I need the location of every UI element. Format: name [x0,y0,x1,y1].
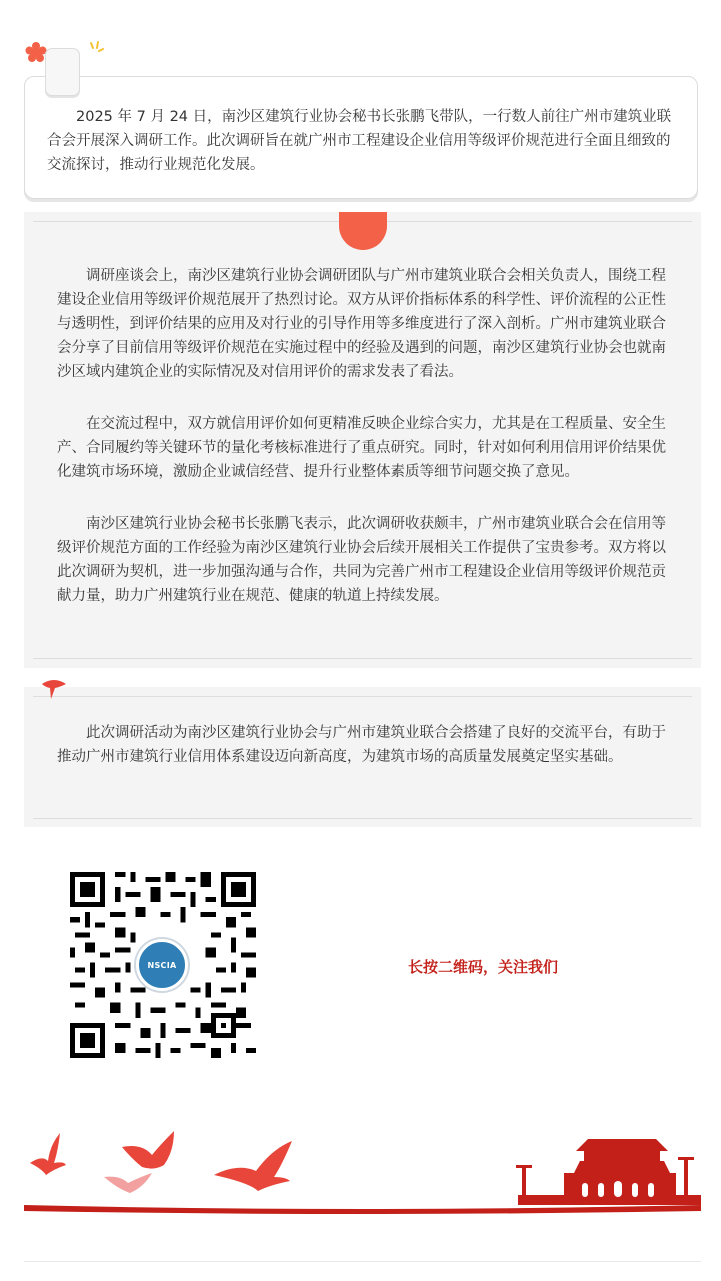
footer-illustration [24,1125,701,1215]
divider [33,818,692,819]
discussion-paragraph-2: 在交流过程中，双方就信用评价如何更精准反映企业综合实力，尤其是在工程质量、安全生产、合同履约等关键环节的量化考核标准进行了重点研究。同时，针对如何利用信用评价结果优化建筑市场环境，激励企业诚信经营、提升行业整体素质等细节问题交换了意见。 [57,416,666,480]
intro-card [24,76,698,199]
dove-icon [122,1131,174,1169]
sparkle-icon [86,40,106,60]
discussion-paragraph-3: 南沙区建筑行业协会秘书长张鹏飞表示，此次调研收获颇丰，广州市建筑业联合会在信用等级评价规范方面的工作经验为南沙区建筑行业协会后续开展相关工作提供了宝贵参考。双方将以此次调研为契机，进一步加强沟通与合作，共同为完善广州市工程建设企业信用等级评价规范贡献力量，助力广州建筑行业在规范、健康的轨道上持续发展。 [57,516,666,604]
card-tab-decoration [45,48,80,96]
intro-paragraph: 2025 年 7 月 24 日，南沙区建筑行业协会秘书长张鹏飞带队，一行数人前往广州市建筑业联合会开展深入调研工作。此次调研旨在就广州市工程建设企业信用等级评价规范进行全面且细致的交流探讨，推动行业规范化发展。 [47,109,672,173]
pin-icon [40,678,68,700]
discussion-paragraph-1: 调研座谈会上，南沙区建筑行业协会调研团队与广州市建筑业联合会相关负责人，围绕工程建设企业信用等级评价规范展开了热烈讨论。双方从评价指标体系的科学性、评价流程的公正性与透明性，到评价结果的应用及对行业的引导作用等多维度进行了深入剖析。广州市建筑业联合会分享了目前信用等级评价规范在实施过程中的经验及遇到的问题，南沙区建筑行业协会也就南沙区域内建筑企业的实际情况及对信用评价的需求发表了看法。 [57,268,666,380]
qr-caption: 长按二维码，关注我们 [408,958,559,976]
discussion-section [24,212,701,668]
association-logo: NSCIA [136,939,188,991]
dove-icon [214,1141,292,1191]
divider [33,658,692,659]
bottom-divider [24,1261,701,1262]
conclusion-paragraph: 此次调研活动为南沙区建筑行业协会与广州市建筑业联合会搭建了良好的交流平台，有助于推动广州市建筑行业信用体系建设迈向新高度，为建筑市场的高质量发展奠定坚实基础。 [57,725,666,765]
dove-icon [104,1173,152,1193]
tiananmen-icon [516,1139,701,1205]
dove-icon [30,1133,66,1175]
divider [33,696,692,697]
conclusion-section [24,687,701,827]
